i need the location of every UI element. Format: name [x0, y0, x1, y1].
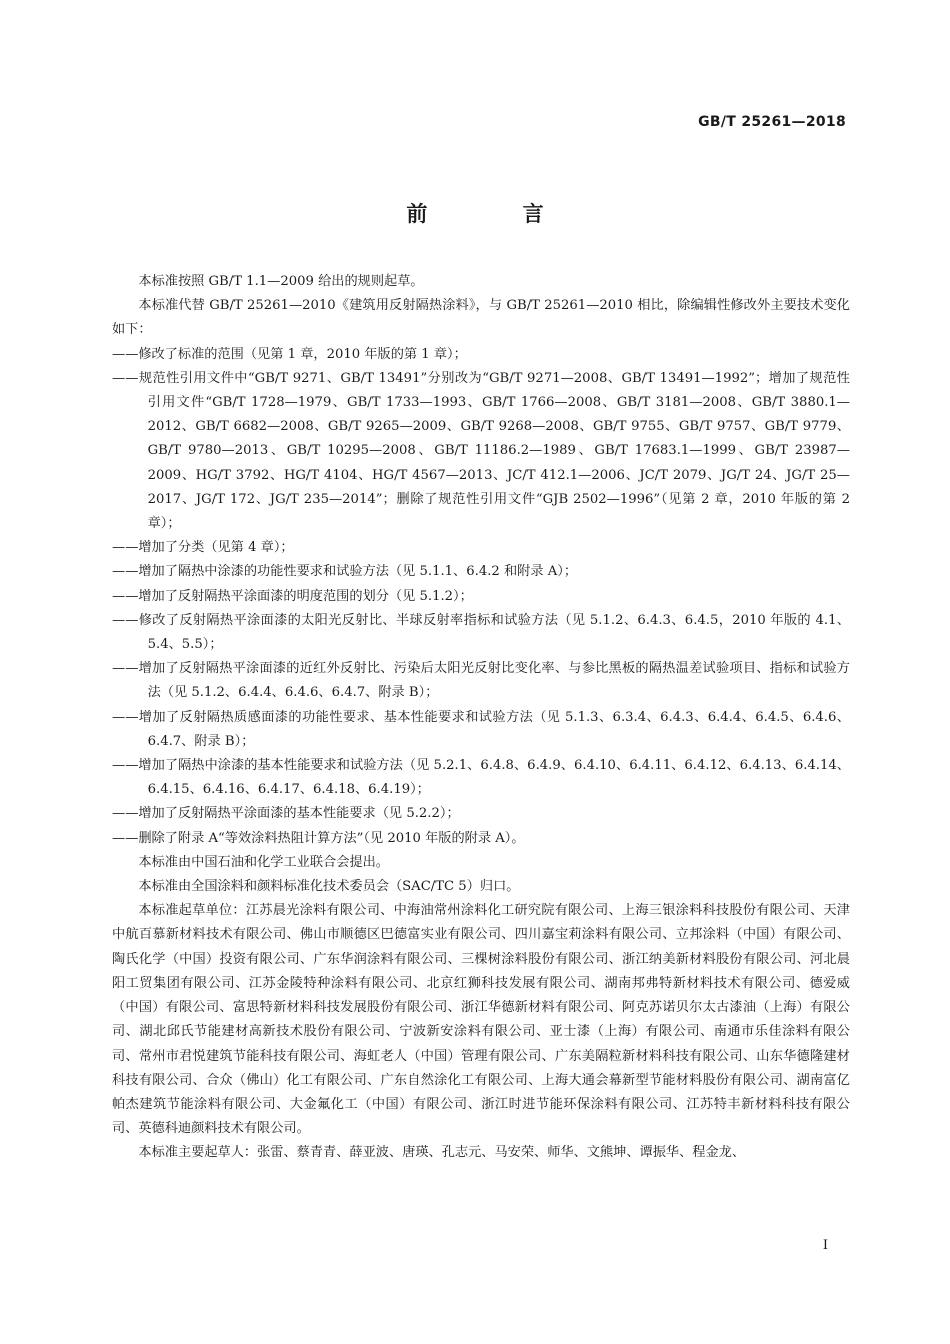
- foreword-body: [112, 270, 850, 1166]
- paragraph-drafting-rules: 本标准按照 GB/T 1.1—2009 给出的规则起草。: [138, 274, 424, 289]
- change-item: ——删除了附录 A“等效涂料热阻计算方法”（见 2010 年版的附录 A）。: [112, 830, 525, 846]
- paragraph-drafters: 本标准主要起草人：张雷、蔡青青、薛亚波、唐瑛、孔志元、马安荣、师华、文熊坤、谭振华、程金龙、: [138, 1145, 746, 1161]
- change-item: ——增加了反射隔热平涂面漆的基本性能要求（见 5.2.2）；: [112, 806, 460, 822]
- change-item: ——修改了标准的范围（见第 1 章，2010 年版的第 1 章）；: [112, 346, 467, 362]
- change-item: ——规范性引用文件中“GB/T 9271、GB/T 13491”分别改为“GB/T 9271—2008、GB/T 13491—1992”；增加了规范性引用文件“GB/T 1728—1979、GB/T 1733—1993、GB/T 1766—2008、GB/T 3181—2008、GB/T 3880.1—2012、GB/T 6682—2008、GB/T 9265—2009、GB/T 9268—2008、GB/T 9755、GB/T 9757、GB/T 9779、GB/T 9780—2013、GB/T 10295—2008、GB/T 11186.2—1989、GB/T 17683.1—1999、GB/T 23987—2009、HG/T 3792、HG/T 4104、HG/T 4567—2013、JC/T 412.1—2006、JC/T 2079、JG/T 24、JG/T 25—2017、JG/T 172、JG/T 235—2014”；删除了规范性引用文件“GJB 2502—1996”（见第 2 章，2010 年版的第 2 章）；: [112, 370, 850, 532]
- change-item: ——增加了反射隔热平涂面漆的近红外反射比、污染后太阳光反射比变化率、与参比黑板的隔热温差试验项目、指标和试验方法（见 5.1.2、6.4.4、6.4.6、6.4.7、附录 B）；: [112, 661, 850, 701]
- change-item: ——增加了反射隔热质感面漆的功能性要求、基本性能要求和试验方法（见 5.1.3、6.3.4、6.4.3、6.4.4、6.4.5、6.4.6、6.4.7、附录 B）；: [112, 709, 850, 749]
- page-title: 前 言: [406, 202, 588, 226]
- page-number: I: [822, 1238, 828, 1253]
- change-item: ——增加了反射隔热平涂面漆的明度范围的划分（见 5.1.2）；: [112, 588, 473, 604]
- paragraph-committee: 本标准由全国涂料和颜料标准化技术委员会（SAC/TC 5）归口。: [138, 879, 520, 895]
- standard-code-header: GB/T 25261—2018: [698, 114, 846, 130]
- change-item: ——增加了隔热中涂漆的基本性能要求和试验方法（见 5.2.1、6.4.8、6.4.9、6.4.10、6.4.11、6.4.12、6.4.13、6.4.14、6.4.15、6.4.16、6.4.17、6.4.18、6.4.19）；: [112, 758, 850, 798]
- paragraph-proposer: 本标准由中国石油和化学工业联合会提出。: [138, 854, 389, 870]
- paragraph-drafting-units: 本标准起草单位：江苏晨光涂料有限公司、中海油常州涂料化工研究院有限公司、上海三银涂料科技股份有限公司、天津中航百慕新材料技术有限公司、佛山市顺德区巴德富实业有限公司、四川嘉宝莉涂料有限公司、立邦涂料（中国）有限公司、陶氏化学（中国）投资有限公司、广东华润涂料有限公司、三棵树涂料股份有限公司、浙江纳美新材料股份有限公司、河北晨阳工贸集团有限公司、江苏金陵特种涂料有限公司、北京红狮科技发展有限公司、湖南邦弗特新材料技术有限公司、德爱威（中国）有限公司、富思特新材料科技发展股份有限公司、浙江华德新材料有限公司、阿克苏诺贝尔太古漆油（上海）有限公司、湖北邱氏节能建材高新技术股份有限公司、宁波新安涂料有限公司、亚士漆（上海）有限公司、南通市乐佳涂料有限公司、常州市君悦建筑节能科技有限公司、海虹老人（中国）管理有限公司、广东美隔粒新材料科技有限公司、山东华德隆建材科技有限公司、合众（佛山）化工有限公司、广东自然涂化工有限公司、上海大通会幕新型节能材料股份有限公司、湖南富亿帕杰建筑节能涂料有限公司、大金氟化工（中国）有限公司、浙江时进节能环保涂料有限公司、江苏特丰新材料科技有限公司、英德科迪颜料技术有限公司。: [112, 903, 850, 1137]
- change-item: ——增加了隔热中涂漆的功能性要求和试验方法（见 5.1.1、6.4.2 和附录 A）；: [112, 564, 578, 580]
- change-item: ——增加了分类（见第 4 章）；: [112, 540, 294, 556]
- paragraph-replacement: 本标准代替 GB/T 25261—2010《建筑用反射隔热涂料》，与 GB/T 25261—2010 相比，除编辑性修改外主要技术变化如下：: [112, 298, 850, 338]
- change-item: ——修改了反射隔热平涂面漆的太阳光反射比、半球反射率指标和试验方法（见 5.1.2、6.4.3、6.4.5，2010 年版的 4.1、5.4、5.5）；: [112, 612, 850, 653]
